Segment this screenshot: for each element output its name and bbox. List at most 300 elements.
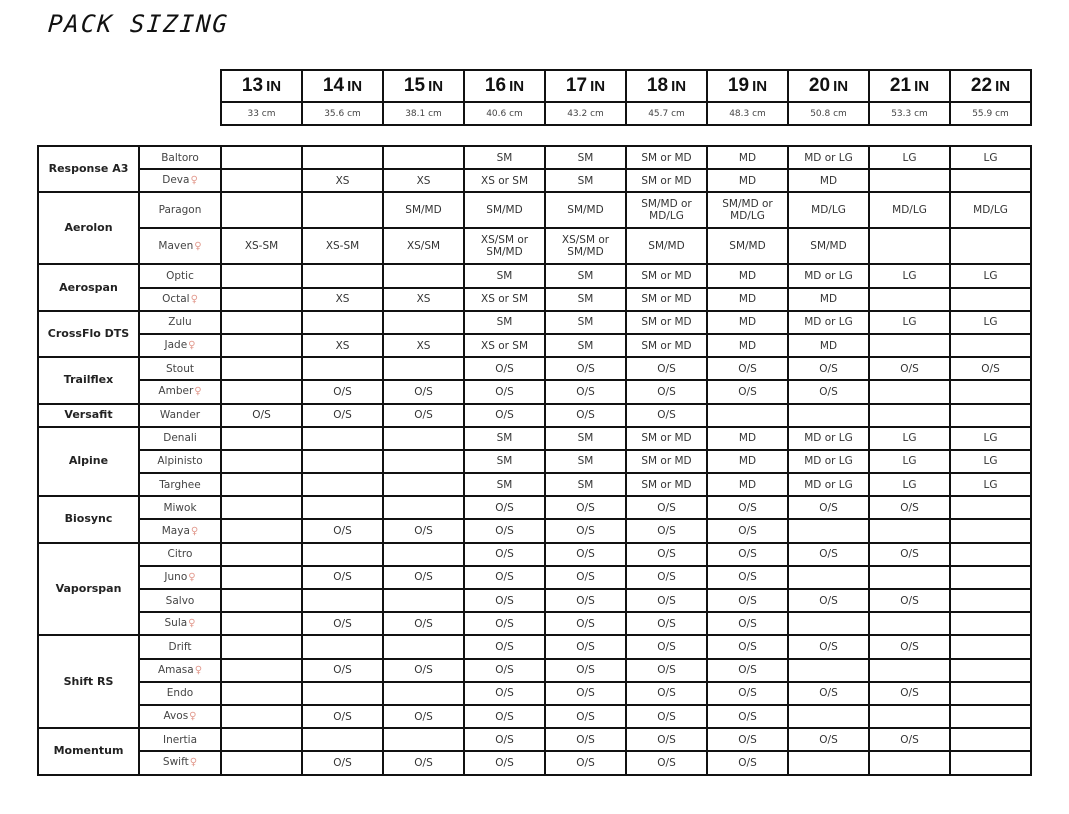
size-value-cell: SM (545, 169, 626, 192)
size-value-cell: O/S (545, 404, 626, 427)
size-value-cell: MD (788, 334, 869, 357)
cm-size-row (221, 102, 1031, 125)
model-name: Targhee (159, 478, 201, 491)
size-value-cell (221, 192, 302, 228)
model-name: Maya (161, 524, 190, 537)
model-name-cell (139, 473, 221, 496)
size-value-cell: LG (869, 146, 950, 169)
size-inch-unit: IN (914, 78, 930, 95)
size-inch-unit: IN (509, 78, 525, 95)
size-value-cell (302, 427, 383, 450)
model-name: Jade (164, 339, 188, 352)
size-value-cell: O/S (626, 566, 707, 589)
size-inch-cell (950, 70, 1031, 102)
size-value-cell (950, 566, 1031, 589)
size-value-cell: O/S (707, 519, 788, 542)
size-value-cell: LG (950, 450, 1031, 473)
size-value-cell (221, 450, 302, 473)
size-value-cell (383, 450, 464, 473)
size-value-cell: O/S (626, 404, 707, 427)
size-value-cell: LG (950, 473, 1031, 496)
table-row (38, 635, 1031, 658)
size-value-cell: O/S (302, 751, 383, 774)
size-value-cell: O/S (869, 728, 950, 751)
model-name-cell (139, 635, 221, 658)
model-name: Maven (158, 239, 194, 252)
size-value-cell (302, 543, 383, 566)
size-value-cell: O/S (545, 519, 626, 542)
size-inch-unit: IN (266, 78, 282, 95)
size-value-cell (302, 682, 383, 705)
model-name: Paragon (158, 204, 202, 217)
pack-sizing-table (37, 145, 1032, 776)
model-name-cell (139, 612, 221, 635)
family-name-cell: Aerospan (38, 264, 139, 310)
model-name: Optic (166, 269, 194, 282)
size-value-cell: MD or LG (788, 146, 869, 169)
size-value-cell: O/S (707, 635, 788, 658)
size-value-cell: SM (545, 334, 626, 357)
size-value-cell (221, 380, 302, 403)
size-value-cell: O/S (383, 380, 464, 403)
table-row (38, 473, 1031, 496)
size-value-cell: O/S (302, 380, 383, 403)
size-value-cell: O/S (464, 496, 545, 519)
model-name-cell (139, 192, 221, 228)
size-value-cell: O/S (707, 496, 788, 519)
size-value-cell: MD or LG (788, 473, 869, 496)
size-inch-unit: IN (833, 78, 849, 95)
size-cm-cell: 53.3 cm (869, 102, 950, 125)
size-value-cell: XS or SM (464, 288, 545, 311)
size-value-cell: O/S (302, 705, 383, 728)
size-value-cell: O/S (626, 635, 707, 658)
model-name: Wander (159, 409, 201, 422)
model-name: Juno (164, 570, 188, 583)
size-value-cell: O/S (221, 404, 302, 427)
model-name-cell (139, 543, 221, 566)
size-inch-cell (788, 70, 869, 102)
size-inch-unit: IN (995, 78, 1011, 95)
size-inch-unit: IN (671, 78, 687, 95)
size-value-cell: O/S (464, 659, 545, 682)
size-value-cell (869, 612, 950, 635)
size-value-cell (302, 728, 383, 751)
size-value-cell: MD (707, 427, 788, 450)
size-value-cell: XS (302, 288, 383, 311)
female-icon: ♀ (189, 757, 198, 769)
size-value-cell (950, 612, 1031, 635)
table-row (38, 450, 1031, 473)
size-value-cell (383, 635, 464, 658)
size-value-cell (383, 427, 464, 450)
size-value-cell (707, 404, 788, 427)
size-value-cell: LG (869, 264, 950, 287)
size-inch-cell (545, 70, 626, 102)
size-value-cell: O/S (545, 496, 626, 519)
size-value-cell (302, 357, 383, 380)
model-name: Avos (163, 710, 189, 723)
size-value-cell: O/S (545, 682, 626, 705)
size-value-cell: SM (545, 288, 626, 311)
size-value-cell: MD/LG (788, 192, 869, 228)
size-value-cell: O/S (464, 357, 545, 380)
model-name-cell (139, 334, 221, 357)
size-value-cell (221, 357, 302, 380)
size-value-cell (221, 311, 302, 334)
family-name-cell: Alpine (38, 427, 139, 497)
size-value-cell: O/S (626, 357, 707, 380)
size-value-cell: XS (302, 334, 383, 357)
size-value-cell: MD (707, 146, 788, 169)
size-value-cell (869, 228, 950, 264)
size-value-cell: O/S (707, 612, 788, 635)
model-name-cell (139, 264, 221, 287)
model-name: Citro (167, 548, 193, 561)
size-value-cell (383, 728, 464, 751)
size-value-cell (383, 357, 464, 380)
size-value-cell (950, 496, 1031, 519)
size-value-cell: SM or MD (626, 169, 707, 192)
model-name: Denali (163, 432, 197, 445)
female-icon: ♀ (188, 618, 196, 630)
family-name-cell: CrossFlo DTS (38, 311, 139, 357)
size-value-cell: O/S (707, 705, 788, 728)
size-value-cell: O/S (545, 380, 626, 403)
size-value-cell (221, 496, 302, 519)
size-value-cell (302, 473, 383, 496)
size-value-cell (302, 635, 383, 658)
size-value-cell: SM (464, 146, 545, 169)
female-icon: ♀ (190, 293, 198, 305)
size-value-cell: O/S (464, 380, 545, 403)
table-row (38, 427, 1031, 450)
size-value-cell: O/S (707, 728, 788, 751)
model-name-cell (139, 659, 221, 682)
female-icon: ♀ (194, 386, 202, 398)
size-value-cell: LG (950, 264, 1031, 287)
size-value-cell: O/S (302, 612, 383, 635)
size-value-cell: O/S (383, 519, 464, 542)
model-name-cell (139, 427, 221, 450)
size-value-cell (869, 288, 950, 311)
size-cm-cell: 33 cm (221, 102, 302, 125)
size-value-cell: O/S (707, 357, 788, 380)
size-value-cell: MD or LG (788, 264, 869, 287)
size-value-cell (221, 288, 302, 311)
size-value-cell: O/S (707, 380, 788, 403)
size-value-cell: O/S (545, 612, 626, 635)
size-value-cell (383, 496, 464, 519)
size-value-cell: LG (950, 427, 1031, 450)
size-cm-cell: 43.2 cm (545, 102, 626, 125)
table-row (38, 357, 1031, 380)
size-value-cell: O/S (950, 357, 1031, 380)
size-value-cell (302, 264, 383, 287)
size-value-cell: SM/MD (788, 228, 869, 264)
size-inch-value: 14 (322, 75, 345, 96)
model-name: Octal (162, 292, 190, 305)
model-name-cell (139, 404, 221, 427)
size-value-cell (221, 264, 302, 287)
model-name: Swift (162, 756, 189, 769)
size-value-cell: O/S (788, 496, 869, 519)
size-inch-unit: IN (590, 78, 606, 95)
size-inch-value: 21 (889, 75, 912, 96)
size-value-cell: MD (707, 450, 788, 473)
size-value-cell (221, 612, 302, 635)
size-value-cell: O/S (788, 635, 869, 658)
size-value-cell (869, 334, 950, 357)
model-name: Sula (164, 617, 188, 630)
female-icon: ♀ (189, 711, 197, 723)
size-inch-cell (383, 70, 464, 102)
size-value-cell: SM (545, 427, 626, 450)
size-value-cell: O/S (707, 589, 788, 612)
model-name-cell (139, 682, 221, 705)
model-name: Drift (168, 640, 192, 653)
size-value-cell (869, 751, 950, 774)
size-value-cell (221, 427, 302, 450)
female-icon: ♀ (190, 525, 199, 537)
size-inch-value: 13 (241, 75, 264, 96)
size-value-cell: XS (383, 288, 464, 311)
size-value-cell: O/S (869, 543, 950, 566)
size-value-cell: O/S (464, 589, 545, 612)
size-value-cell (221, 473, 302, 496)
size-value-cell: XS/SM or SM/MD (464, 228, 545, 264)
size-value-cell (950, 543, 1031, 566)
size-value-cell: O/S (869, 496, 950, 519)
table-row (38, 146, 1031, 169)
table-row (38, 228, 1031, 264)
size-value-cell: O/S (302, 659, 383, 682)
model-name-cell (139, 169, 221, 192)
size-value-cell: O/S (707, 659, 788, 682)
model-name: Amber (158, 385, 194, 398)
size-value-cell: XS/SM (383, 228, 464, 264)
size-value-cell: LG (950, 146, 1031, 169)
size-value-cell (302, 146, 383, 169)
size-inch-value: 15 (403, 75, 426, 96)
table-row (38, 543, 1031, 566)
size-inch-unit: IN (752, 78, 768, 95)
size-value-cell: MD or LG (788, 311, 869, 334)
size-value-cell: SM or MD (626, 473, 707, 496)
size-value-cell (221, 334, 302, 357)
model-name: Alpinisto (157, 455, 203, 468)
size-value-cell (221, 589, 302, 612)
size-value-cell: MD (707, 473, 788, 496)
size-value-cell (950, 228, 1031, 264)
size-value-cell: SM or MD (626, 264, 707, 287)
size-value-cell: XS (383, 334, 464, 357)
size-value-cell: O/S (383, 404, 464, 427)
size-value-cell: O/S (626, 659, 707, 682)
size-value-cell: SM/MD (545, 192, 626, 228)
size-cm-cell: 48.3 cm (707, 102, 788, 125)
female-icon: ♀ (188, 571, 196, 583)
size-value-cell (221, 751, 302, 774)
size-value-cell: O/S (464, 728, 545, 751)
size-value-cell (950, 169, 1031, 192)
size-value-cell: O/S (707, 682, 788, 705)
model-name: Salvo (165, 594, 195, 607)
table-row (38, 519, 1031, 542)
size-value-cell (383, 146, 464, 169)
table-row (38, 659, 1031, 682)
size-value-cell (221, 519, 302, 542)
size-value-cell: O/S (626, 612, 707, 635)
size-value-cell: MD (707, 264, 788, 287)
size-value-cell: SM/MD (383, 192, 464, 228)
size-value-cell (383, 543, 464, 566)
size-value-cell: O/S (302, 519, 383, 542)
female-icon: ♀ (194, 240, 202, 252)
size-value-cell (221, 728, 302, 751)
model-name-cell (139, 146, 221, 169)
size-value-cell: SM (464, 450, 545, 473)
size-value-cell: O/S (545, 751, 626, 774)
size-value-cell: SM/MD or MD/LG (626, 192, 707, 228)
table-row (38, 496, 1031, 519)
size-value-cell (950, 380, 1031, 403)
size-value-cell: LG (869, 427, 950, 450)
size-value-cell: SM (545, 264, 626, 287)
size-value-cell (950, 519, 1031, 542)
size-value-cell: O/S (626, 380, 707, 403)
size-value-cell: SM (545, 311, 626, 334)
model-name-cell (139, 288, 221, 311)
size-value-cell: O/S (302, 566, 383, 589)
size-inch-unit: IN (347, 78, 363, 95)
model-name-cell (139, 705, 221, 728)
size-value-cell: O/S (869, 682, 950, 705)
model-name-cell (139, 380, 221, 403)
size-value-cell (869, 566, 950, 589)
size-value-cell: O/S (707, 543, 788, 566)
model-name: Amasa (157, 663, 194, 676)
family-name-cell: Vaporspan (38, 543, 139, 636)
size-value-cell: SM/MD (464, 192, 545, 228)
size-value-cell: O/S (707, 566, 788, 589)
size-value-cell: SM (464, 427, 545, 450)
size-value-cell (221, 659, 302, 682)
model-name-cell (139, 589, 221, 612)
size-value-cell (383, 589, 464, 612)
size-value-cell (788, 612, 869, 635)
size-value-cell: LG (869, 311, 950, 334)
size-value-cell (302, 589, 383, 612)
size-value-cell (383, 473, 464, 496)
size-value-cell (869, 169, 950, 192)
size-value-cell (950, 751, 1031, 774)
size-value-cell: O/S (788, 728, 869, 751)
size-value-cell (221, 543, 302, 566)
size-value-cell: O/S (545, 566, 626, 589)
size-inch-value: 19 (727, 75, 750, 96)
family-name-cell: Biosync (38, 496, 139, 542)
inch-size-row (221, 70, 1031, 102)
model-name-cell (139, 728, 221, 751)
model-name-cell (139, 357, 221, 380)
size-value-cell: SM or MD (626, 311, 707, 334)
size-value-cell: XS or SM (464, 334, 545, 357)
size-value-cell (302, 496, 383, 519)
size-value-cell: O/S (626, 705, 707, 728)
page-title: PACK SIZING (47, 10, 230, 38)
family-name-cell: Trailflex (38, 357, 139, 403)
size-value-cell: O/S (302, 404, 383, 427)
size-value-cell: O/S (626, 589, 707, 612)
size-value-cell: SM (545, 473, 626, 496)
size-value-cell (950, 404, 1031, 427)
size-value-cell: O/S (626, 543, 707, 566)
size-cm-cell: 55.9 cm (950, 102, 1031, 125)
model-name: Inertia (163, 733, 197, 746)
size-value-cell (221, 146, 302, 169)
size-value-cell: MD (707, 288, 788, 311)
size-value-cell (950, 635, 1031, 658)
female-icon: ♀ (194, 664, 203, 676)
size-value-cell (788, 404, 869, 427)
size-value-cell: O/S (383, 659, 464, 682)
model-name-cell (139, 751, 221, 774)
size-value-cell: XS (302, 169, 383, 192)
size-value-cell: O/S (545, 357, 626, 380)
size-inch-cell (221, 70, 302, 102)
size-inch-cell (464, 70, 545, 102)
table-row (38, 380, 1031, 403)
size-value-cell (788, 751, 869, 774)
table-row (38, 404, 1031, 427)
size-value-cell: MD or LG (788, 427, 869, 450)
size-value-cell: SM or MD (626, 146, 707, 169)
size-value-cell: O/S (788, 380, 869, 403)
size-value-cell: O/S (464, 705, 545, 728)
size-value-cell: MD (707, 334, 788, 357)
size-value-cell: O/S (788, 589, 869, 612)
size-inch-cell (626, 70, 707, 102)
size-value-cell: O/S (545, 705, 626, 728)
size-value-cell: SM or MD (626, 288, 707, 311)
size-value-cell (383, 682, 464, 705)
size-value-cell: O/S (626, 682, 707, 705)
size-value-cell (869, 404, 950, 427)
size-value-cell: SM/MD (707, 228, 788, 264)
size-value-cell: O/S (788, 543, 869, 566)
size-value-cell (302, 192, 383, 228)
size-value-cell: SM (545, 146, 626, 169)
size-value-cell (950, 589, 1031, 612)
size-value-cell: O/S (383, 705, 464, 728)
size-value-cell: O/S (545, 543, 626, 566)
size-inch-value: 22 (970, 75, 993, 96)
size-value-cell: XS (383, 169, 464, 192)
size-value-cell: O/S (869, 589, 950, 612)
size-value-cell: O/S (707, 751, 788, 774)
size-value-cell: O/S (626, 728, 707, 751)
size-inch-unit: IN (428, 78, 444, 95)
female-icon: ♀ (190, 175, 198, 187)
size-inch-value: 18 (646, 75, 669, 96)
size-value-cell: O/S (869, 635, 950, 658)
size-value-cell: SM/MD or MD/LG (707, 192, 788, 228)
size-inch-cell (302, 70, 383, 102)
size-value-cell: XS-SM (302, 228, 383, 264)
size-value-cell: LG (950, 311, 1031, 334)
size-value-cell (869, 380, 950, 403)
